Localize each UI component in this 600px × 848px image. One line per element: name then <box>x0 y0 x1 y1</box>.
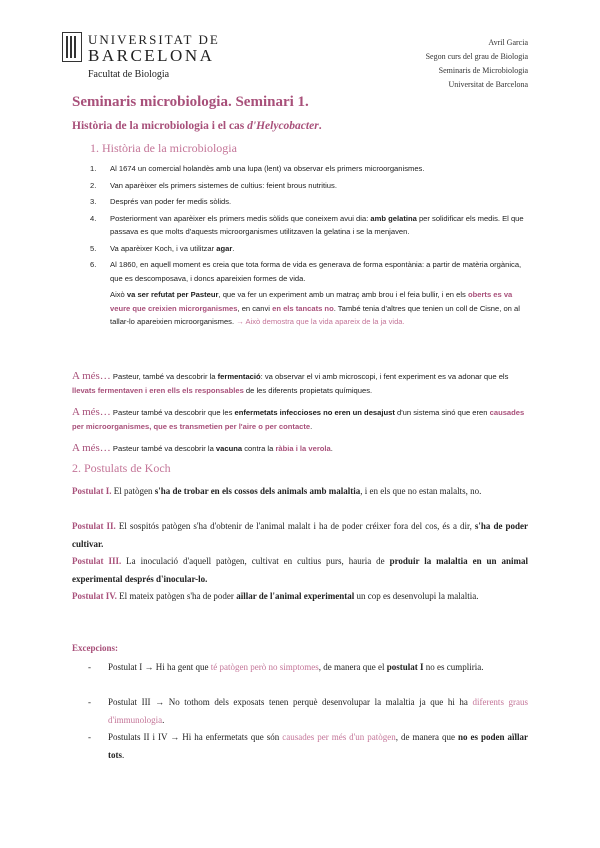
university-name-line1: UNIVERSITAT DE <box>88 32 220 47</box>
university-crest-icon <box>62 32 82 62</box>
excepcio-item: - Postulats II i IV → Hi ha enfermetats que són causades per més d'un patògen, de manera que no es poden aïllar tots. <box>88 732 528 760</box>
list-item: 1. Al 1674 un comercial holandès amb una lupa (lent) va observar els primers microorganismes. <box>90 164 425 173</box>
author-subject: Seminaris de Microbiologia <box>438 66 528 75</box>
ames-paragraph-infections: A més… Pasteur també va descobrir que les enfermetats infeccioses no eren un desajust d'un sistema sinó que eren causades per microorganismes, que es transmetien per l'aire o per contacte. <box>72 406 525 431</box>
page-title: Seminaris microbiologia. Seminari 1. <box>72 94 309 110</box>
postulat-1: Postulat I. El patògen s'ha de trobar en els cossos dels animals amb malaltia, i en els que no estan malalts, no. <box>72 486 482 496</box>
author-university: Universitat de Barcelona <box>448 80 528 89</box>
author-course: Segon curs del grau de Biologia <box>425 52 528 61</box>
postulat-3: Postulat III. La inoculació d'aquell patògen, cultivat en cultius purs, hauria de produir la malaltia en un animal experimental després d'inocular-lo. <box>72 556 528 584</box>
faculty-name: Facultat de Biologia <box>88 69 170 80</box>
list-item-paragraph: Això va ser refutat per Pasteur, que va fer un experiment amb un matraç amb brou i el feia bullir, i en els oberts es va veure que creixien microrganismes, en canvi en els tancats no. També tenia d'altres que tenien un coll de Cisne, on al tallar-lo apareixien microorganismes. → Això demostra que la vida apareix de la ja vida. <box>110 290 520 326</box>
ames-paragraph-vaccine: A més… Pasteur també va descobrir la vacuna contra la ràbia i la verola. <box>72 442 333 454</box>
section-heading-2: 2. Postulats de Koch <box>72 461 171 475</box>
excepcio-item: - Postulat I → Hi ha gent que té patògen però no simptomes, de manera que el postulat I no es cumpliria. <box>88 662 484 672</box>
university-name-line2: BARCELONA <box>88 46 215 65</box>
section-heading-1: 1. Història de la microbiologia <box>90 141 237 155</box>
list-item: 4. Posteriorment van aparèixer els primers medis sòlids que coneixem avui dia: amb gelatina per solidificar els medis. El que passava es que molts d'aquests microorganismes utilitzaven la gelatina i se la menjaven. <box>90 213 524 236</box>
list-item: 3. Després van poder fer medis sòlids. <box>90 197 232 206</box>
history-list <box>90 162 530 329</box>
postulat-4: Postulat IV. El mateix patògen s'ha de poder aïllar de l'animal experimental un cop es desenvolupi la malaltia. <box>72 591 479 601</box>
university-logo <box>62 32 220 84</box>
author-block <box>426 36 528 92</box>
list-item: 2. Van aparèixer els primers sistemes de cultius: feient brous nutritius. <box>90 180 337 190</box>
ames-paragraph-fermentation: A més… Pasteur, també va descobrir la fermentació: va observar el vi amb microscopi, i fent experiment es va adonar que els llevats fermentaven i eren ells els responsables de les diferents propietats químiques. <box>72 370 509 395</box>
list-item: 6. Al 1860, en aquell moment es creia que tota forma de vida es generava de forma espontània: a partir de matèria orgànica, que es descomposava, i doncs apareixien formes de vida. <box>90 260 522 283</box>
postulat-2: Postulat II. El sospitós patògen s'ha d'obtenir de l'animal malalt i ha de poder créixer fora del cos, és a dir, s'ha de poder cultivar. <box>72 521 528 549</box>
list-item: 5. Va aparèixer Koch, i va utilitzar agar. <box>90 243 235 253</box>
excepcio-item: - Postulat III → No tothom dels exposats tenen perquè desenvolupar la malaltia ja que hi ha diferents graus d'immunologia. <box>88 697 528 725</box>
excepcions-heading: Excepcions: <box>72 643 118 653</box>
author-name: Avril Garcia <box>488 38 528 47</box>
page-subtitle: Història de la microbiologia i el cas d'Helycobacter. <box>72 120 322 132</box>
